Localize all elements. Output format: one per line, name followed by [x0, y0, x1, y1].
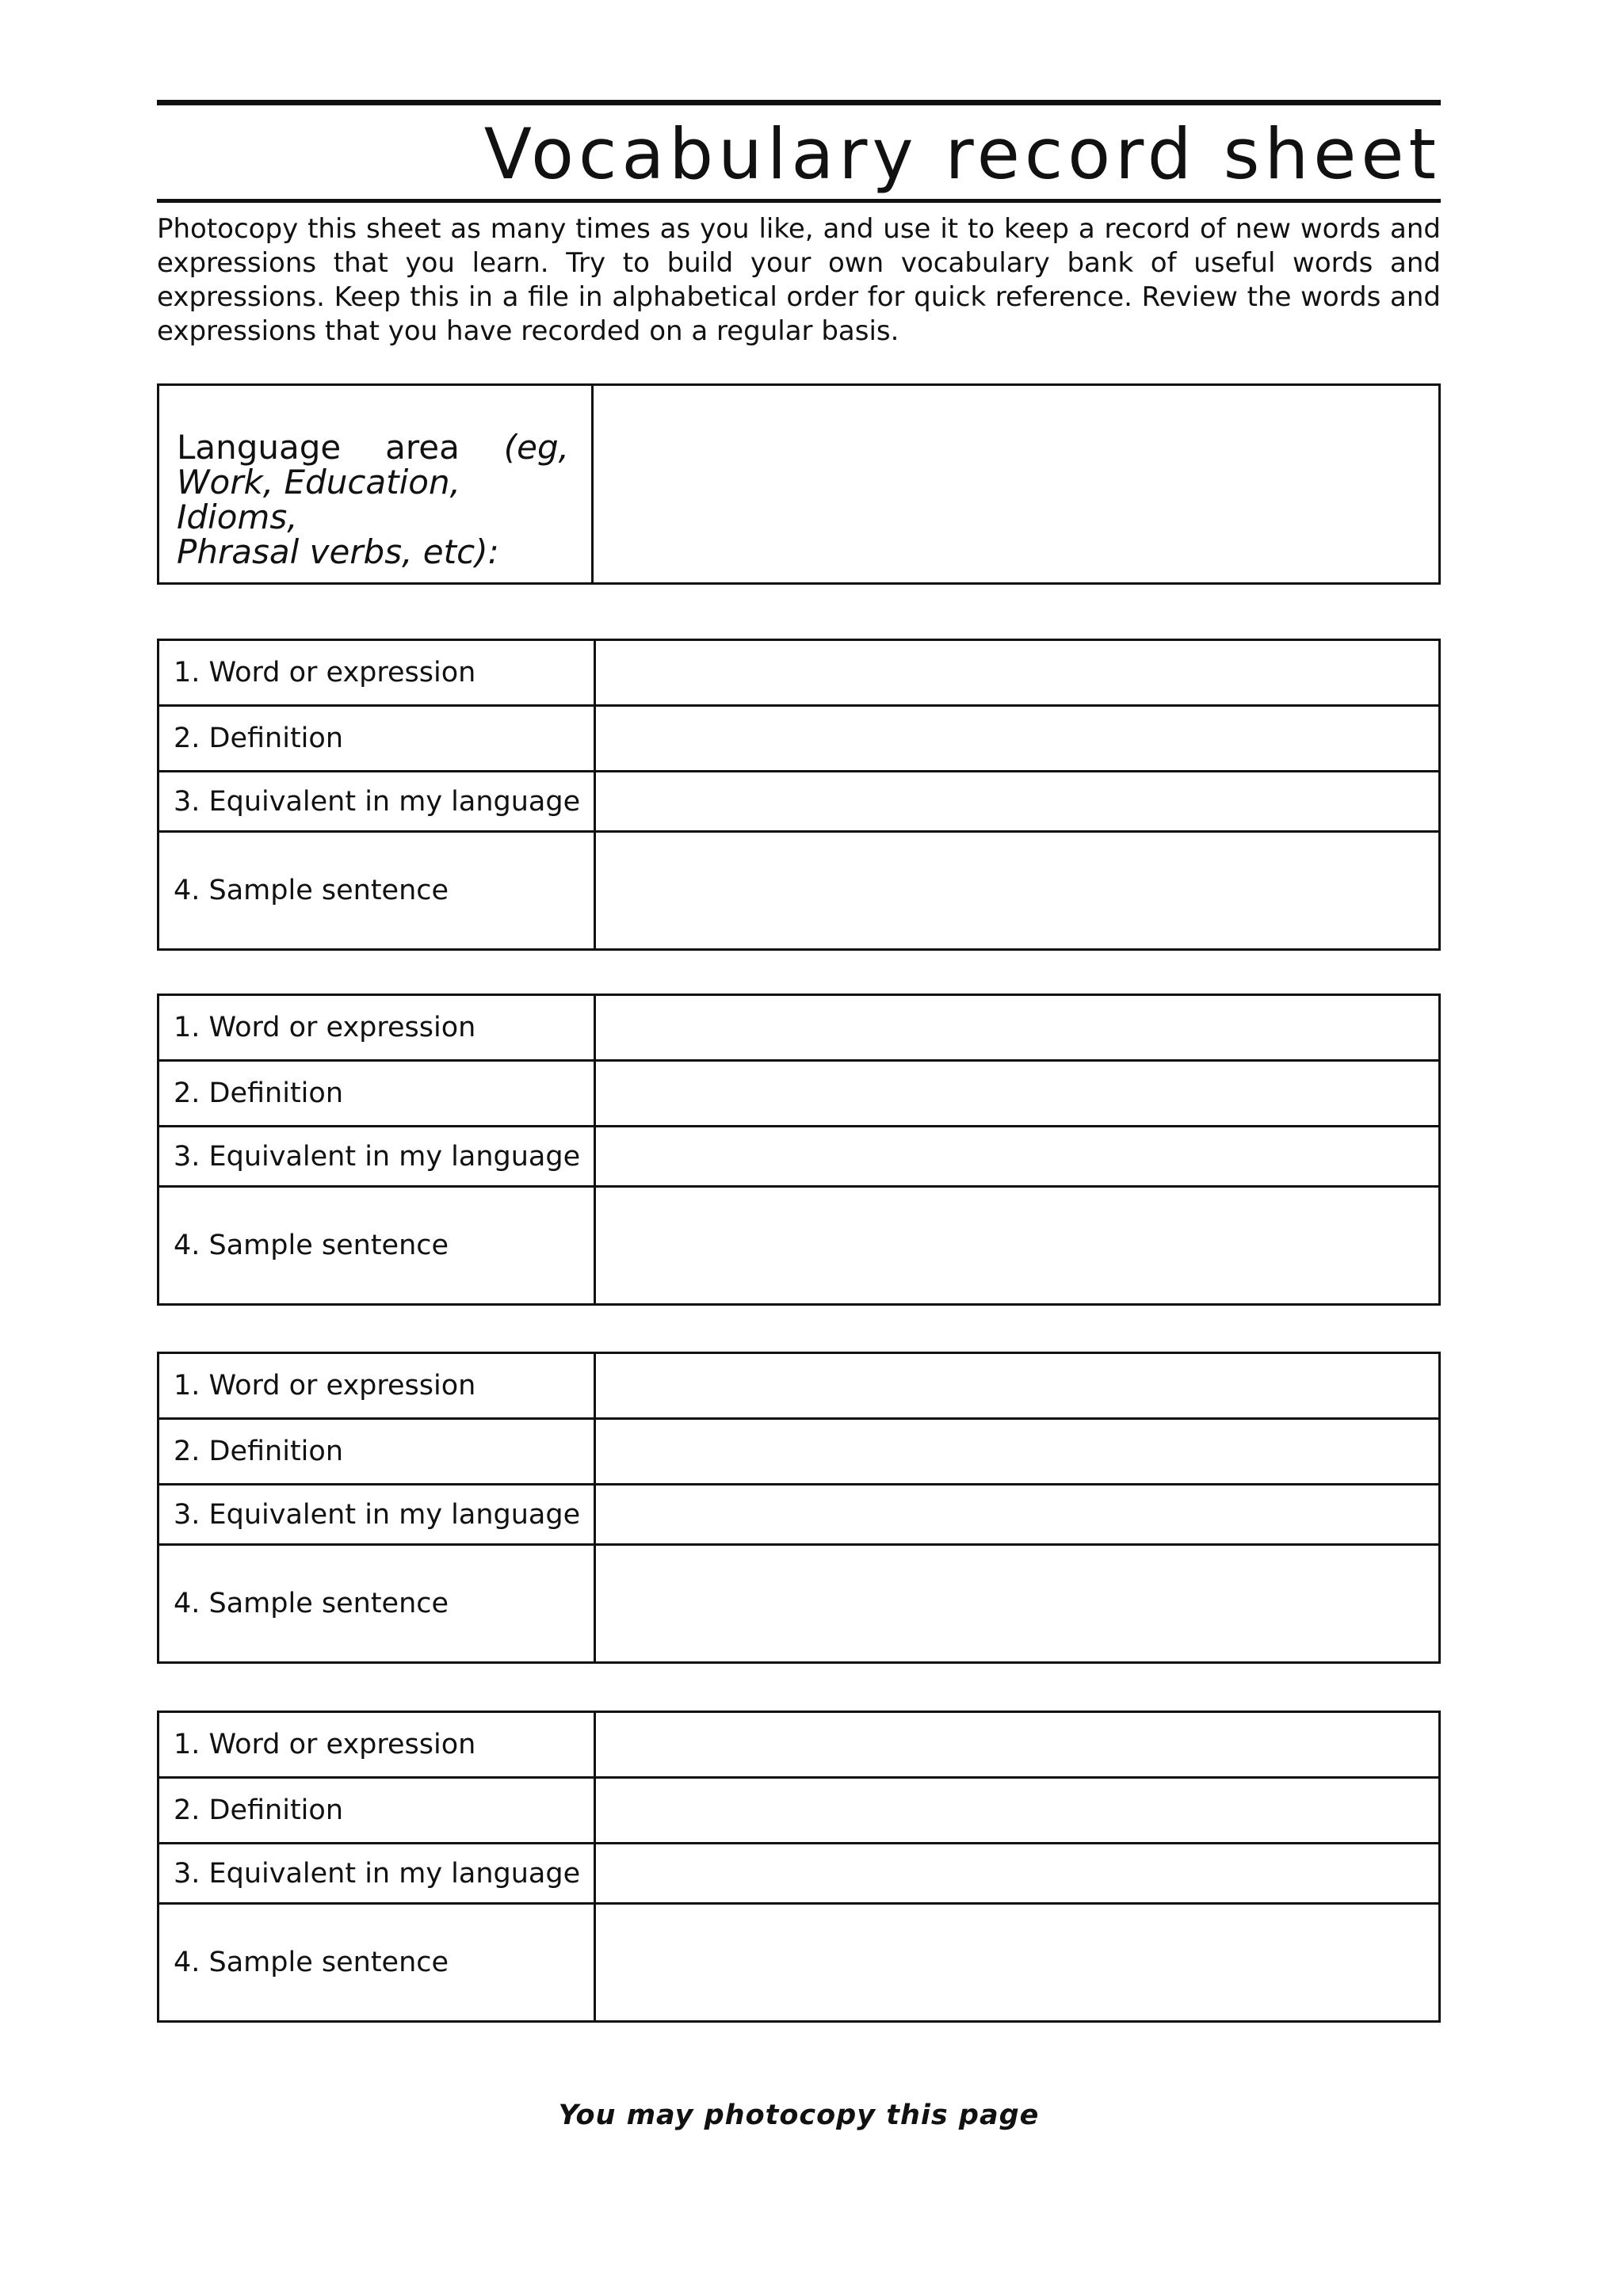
definition-label: 2. Definition: [159, 1062, 596, 1125]
word-field[interactable]: [596, 1713, 1438, 1776]
entry-row-definition: [159, 1059, 1438, 1125]
language-area-label-line: [177, 430, 569, 465]
worksheet-page: [157, 100, 1441, 2131]
entry-row-sentence: [159, 1902, 1438, 2020]
vocab-entry-4: [157, 1711, 1441, 2023]
language-area-box: [157, 383, 1441, 585]
entry-row-definition: [159, 1417, 1438, 1483]
entry-row-word: [159, 1354, 1438, 1417]
equivalent-field[interactable]: [596, 1127, 1438, 1185]
word-label: 1. Word or expression: [159, 1713, 596, 1776]
entry-row-word: [159, 1713, 1438, 1776]
sentence-field[interactable]: [596, 1188, 1438, 1303]
language-area-label: [159, 386, 594, 582]
sentence-field[interactable]: [596, 1546, 1438, 1661]
intro-paragraph: Photocopy this sheet as many times as you like, and use it to keep a record of new words and expressions that you learn. Try to build your own vocabulary bank of useful words and expressions. Keep this in a file in alphabetical order for quick reference. Review the words and expressions that you have recorded on a regular basis.: [157, 213, 1441, 348]
vocab-entry-1: [157, 639, 1441, 951]
sentence-label: 4. Sample sentence: [159, 1546, 596, 1661]
definition-field[interactable]: [596, 1062, 1438, 1125]
entry-row-definition: [159, 1776, 1438, 1842]
sentence-label: 4. Sample sentence: [159, 1188, 596, 1303]
entry-row-equivalent: [159, 1483, 1438, 1543]
entry-row-equivalent: [159, 1842, 1438, 1902]
sentence-field[interactable]: [596, 833, 1438, 948]
equivalent-field[interactable]: [596, 1844, 1438, 1902]
vocab-entry-3: [157, 1352, 1441, 1664]
entry-row-word: [159, 641, 1438, 704]
definition-field[interactable]: [596, 1779, 1438, 1842]
entry-row-sentence: [159, 1543, 1438, 1661]
vocab-entry-2: [157, 994, 1441, 1306]
page-title: Vocabulary record sheet: [483, 113, 1441, 195]
word-field[interactable]: [596, 996, 1438, 1059]
title-rule-bottom: [157, 199, 1441, 203]
definition-field[interactable]: [596, 707, 1438, 770]
entry-row-word: [159, 996, 1438, 1059]
entry-row-sentence: [159, 830, 1438, 948]
photocopy-note: You may photocopy this page: [558, 2100, 1040, 2131]
entry-row-definition: [159, 704, 1438, 770]
entry-row-sentence: [159, 1185, 1438, 1303]
equivalent-field[interactable]: [596, 772, 1438, 830]
sentence-label: 4. Sample sentence: [159, 1905, 596, 2020]
sentence-field[interactable]: [596, 1905, 1438, 2020]
language-area-field[interactable]: [594, 386, 1438, 582]
language-area-word1: Language: [177, 428, 342, 467]
word-field[interactable]: [596, 1354, 1438, 1417]
equivalent-label: 3. Equivalent in my language: [159, 1844, 596, 1902]
definition-field[interactable]: [596, 1420, 1438, 1483]
definition-label: 2. Definition: [159, 1779, 596, 1842]
word-label: 1. Word or expression: [159, 1354, 596, 1417]
definition-label: 2. Definition: [159, 707, 596, 770]
word-field[interactable]: [596, 641, 1438, 704]
title-rule-top: [157, 100, 1441, 105]
equivalent-label: 3. Equivalent in my language: [159, 1486, 596, 1543]
entry-row-equivalent: [159, 770, 1438, 830]
equivalent-field[interactable]: [596, 1486, 1438, 1543]
entry-row-equivalent: [159, 1125, 1438, 1185]
language-area-example-open: (eg,: [503, 428, 569, 467]
word-label: 1. Word or expression: [159, 996, 596, 1059]
word-label: 1. Word or expression: [159, 641, 596, 704]
language-area-examples: Work, Education, Idioms,: [177, 463, 460, 536]
language-area-word2: area: [385, 428, 460, 467]
language-area-examples-end: Phrasal verbs, etc):: [177, 532, 499, 571]
equivalent-label: 3. Equivalent in my language: [159, 772, 596, 830]
equivalent-label: 3. Equivalent in my language: [159, 1127, 596, 1185]
definition-label: 2. Definition: [159, 1420, 596, 1483]
sentence-label: 4. Sample sentence: [159, 833, 596, 948]
